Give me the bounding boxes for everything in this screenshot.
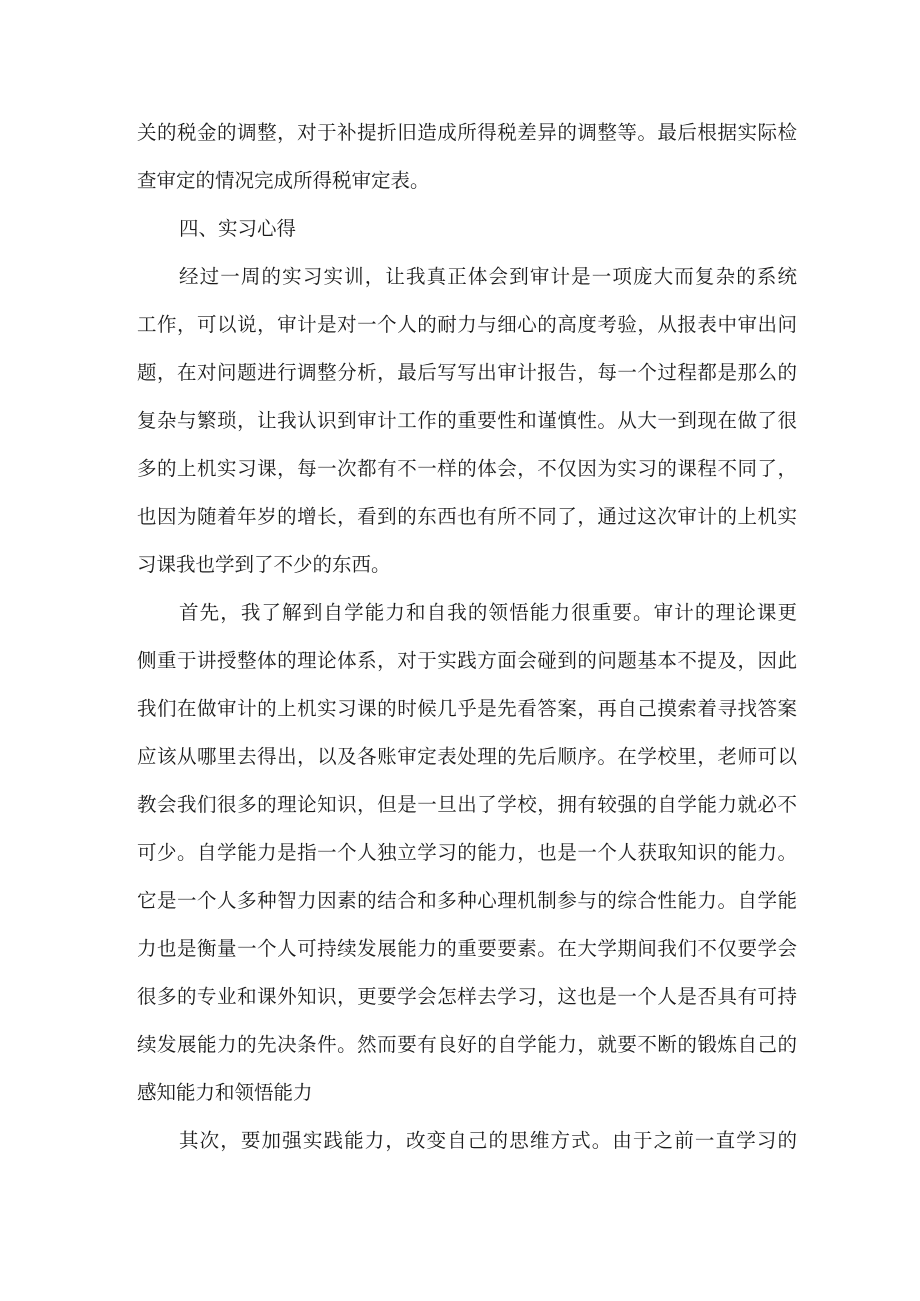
paragraph-line: 经过一周的实习实训，让我真正体会到审计是一项庞大而复杂的系统 bbox=[179, 265, 797, 288]
paragraph-line: 应该从哪里去得出，以及各账审定表处理的先后顺序。在学校里，老师可以 bbox=[137, 745, 797, 768]
section-heading: 四、实习心得 bbox=[179, 217, 297, 240]
paragraph-line: 可少。自学能力是指一个人独立学习的能力，也是一个人获取知识的能力。 bbox=[137, 841, 797, 864]
paragraph-line: 复杂与繁琐，让我认识到审计工作的重要性和谨慎性。从大一到现在做了很 bbox=[137, 409, 797, 432]
paragraph-line: 它是一个人多种智力因素的结合和多种心理机制参与的综合性能力。自学能 bbox=[137, 889, 797, 912]
paragraph-line: 我们在做审计的上机实习课的时候几乎是先看答案，再自己摸索着寻找答案 bbox=[137, 697, 797, 720]
paragraph-line: 续发展能力的先决条件。然而要有良好的自学能力，就要不断的锻炼自己的 bbox=[137, 1033, 797, 1056]
paragraph-line: 教会我们很多的理论知识，但是一旦出了学校，拥有较强的自学能力就必不 bbox=[137, 793, 797, 816]
paragraph-line: 题，在对问题进行调整分析，最后写写出审计报告，每一个过程都是那么的 bbox=[137, 361, 797, 384]
paragraph-line: 也因为随着年岁的增长，看到的东西也有所不同了，通过这次审计的上机实 bbox=[137, 505, 797, 528]
paragraph-line: 首先，我了解到自学能力和自我的领悟能力很重要。审计的理论课更 bbox=[179, 601, 797, 624]
paragraph-line: 很多的专业和课外知识，更要学会怎样去学习，这也是一个人是否具有可持 bbox=[137, 985, 797, 1008]
paragraph-line: 感知能力和领悟能力 bbox=[137, 1081, 313, 1104]
paragraph-line: 侧重于讲授整体的理论体系，对于实践方面会碰到的问题基本不提及，因此 bbox=[137, 649, 797, 672]
paragraph-line: 关的税金的调整，对于补提折旧造成所得税差异的调整等。最后根据实际检 bbox=[137, 121, 797, 144]
paragraph-line: 力也是衡量一个人可持续发展能力的重要要素。在大学期间我们不仅要学会 bbox=[137, 937, 797, 960]
paragraph-line: 习课我也学到了不少的东西。 bbox=[137, 553, 391, 576]
paragraph-line: 其次，要加强实践能力，改变自己的思维方式。由于之前一直学习的 bbox=[179, 1129, 797, 1152]
paragraph-line: 工作，可以说，审计是对一个人的耐力与细心的高度考验，从报表中审出问 bbox=[137, 313, 797, 336]
paragraph-line: 查审定的情况完成所得税审定表。 bbox=[137, 169, 430, 192]
paragraph-line: 多的上机实习课，每一次都有不一样的体会，不仅因为实习的课程不同了， bbox=[137, 457, 797, 480]
